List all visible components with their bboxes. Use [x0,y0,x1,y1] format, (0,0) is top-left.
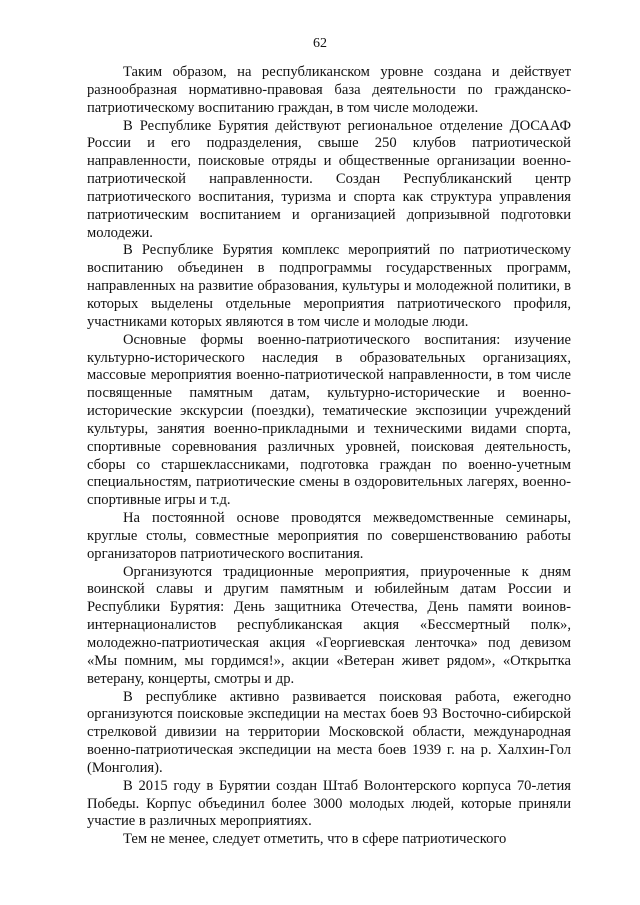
paragraph-seminars: На постоянной основе проводятся межведомственные семинары, круглые столы, совместные мероприятия по совершенствованию работы организаторов патриотического воспитания. [87,510,571,562]
page-number: 62 [313,36,327,51]
paragraph-legal-base: Таким образом, на республиканском уровне создана и действует разнообразная нормативно-правовая база деятельности по гражданско-патриотическому воспитанию граждан, в том числе молодежи. [87,64,571,116]
paragraph-programs: В Республике Бурятия комплекс мероприятий по патриотическому воспитанию объединен в подпрограммы государственных программ, направленных на развитие образования, культуры и молодежной политики, в которых выделены отдельные мероприятия патриотического профиля, участниками которых являются в том числе и молодые люди. [87,242,571,330]
paragraph-volunteer-corps: В 2015 году в Бурятии создан Штаб Волонтерского корпуса 70-летия Победы. Корпус объединил более 3000 молодых людей, которые приняли участие в различных мероприятиях. [87,777,571,830]
paragraph-continuation: Тем не менее, следует отметить, что в сфере патриотического [123,831,507,848]
paragraph-search-work: В республике активно развивается поисковая работа, ежегодно организуются поисковые экспедиции на местах боев 93 Восточно-сибирской стрелковой дивизии на территории Московской области, международная военно-патриотическая экспедиции на места боев 1939 г. на р. Халхин-Гол (Монголия). [87,688,571,776]
paragraph-main-forms: Основные формы военно-патриотического воспитания: изучение культурно-исторического наследия в образовательных организациях, массовые мероприятия военно-патриотической направленности, в том числе посвященные памятным датам, культурно-исторические и военно-исторические экскурсии (поездки), тематические экспозиции учреждений культуры, занятия военно-прикладными и техническими видами спорта, спортивные соревнования различных уровней, поисковая деятельность, сборы со старшеклассниками, подготовка граждан по военно-учетным специальностям, патриотические смены в оздоровительных лагерях, военно-спортивные игры и т.д. [87,331,571,509]
document-body [87,64,571,849]
paragraph-organizations: В Республике Бурятия действуют региональное отделение ДОСААФ России и его подразделения, свыше 250 клубов патриотической направленности, поисковые отряды и общественные организации военно-патриотической направленности. Создан Республиканский центр патриотического воспитания, туризма и спорта как структура управления патриотическим воспитанием и организацией допризывной подготовки молодежи. [87,117,571,241]
paragraph-traditional-events: Организуются традиционные мероприятия, приуроченные к дням воинской славы и другим памятным и юбилейным датам России и Республики Бурятия: День защитника Отечества, День памяти воинов-интернационалистов республиканская акция «Бессмертный полк», молодежно-патриотическая акция «Георгиевская ленточка» под девизом «Мы помним, мы гордимся!», акции «Ветеран живет рядом», «Открытка ветерану, концерты, смотры и др. [87,563,571,687]
